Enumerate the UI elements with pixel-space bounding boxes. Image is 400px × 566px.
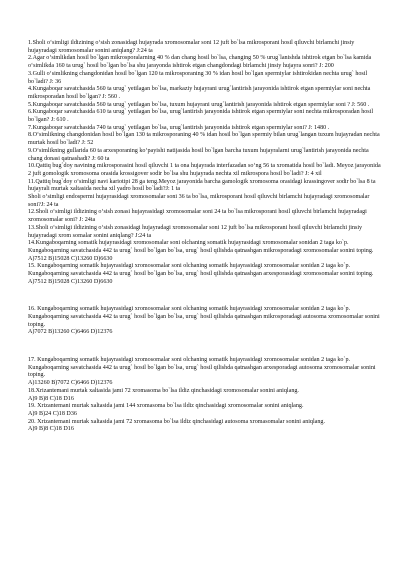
question-paragraph: A)7512 B)15028 C)13260 D)6630 [28,278,113,285]
question-paragraph: A)7072 B)13260 C)6466 D)12376 [28,329,113,336]
blank-line [28,293,383,301]
question-paragraph: 14.Kungaboqarning somatik hujayrasidagi xromosomalar soni olchaning somatik hujayrasidagi xromosomalar sonidan 2 taga ko`p. Kungaboqarning savatchasida 442 ta urug` hosil bo`lgan bo`lsa, urug` hosil qilishda qatnashgan mikrosporadagi xromosomalar sonini toping. [28,240,374,254]
question-paragraph: 19. Xrizantemani murtak xaltasida jami 144 xromasoma bo`lsa ildiz qinchasidagi xromosomalar sonini aniqlang. [28,403,304,410]
question-paragraph: 15. Kungaboqarning somatik hujayrasidagi xromosomalar soni olchaning somatik hujayrasidagi xromosomalar sonidan 2 taga ko`p. Kungaboqarning savatchasida 442 ta urug` hosil bo`lgan bo`lsa, urug` hosil qilishda qatnashgan arxesporasidagi xromosomalar sonini toping. [28,263,374,278]
question-paragraph: 20. Xrizantemani murtak xaltasida jami 72 xromasoma bo`lsa ildiz qinchasidagi autosoma xromasomalar sonini aniqlang. [28,418,325,425]
question-paragraph: A)9 B)8 C)18 D16 [28,395,74,402]
question-paragraph: 2.Agar o‘simlikdan hosil bo`lgan mikrosporalarning 40 % dan chang hosil bo`lsa, changing 50 % urug`lanishda ishtirok etgan bo`lsa kamida o‘simlikda 160 ta urug` hosil bo`lgan bo`lsa shu jarayonda ishtirok etgan changdondagi birlamchi jinsiy hujayra sonri? J: 200 [28,55,372,70]
question-paragraph: 3.Gulli o‘simlikning changdonidan hosil bo`lgan 120 ta mikrosporaning 30 % idan hosil bo`lgan spermiylar ishtirokidan nechta urug` hosil bo`ladi? J: 36 [28,70,368,85]
blank-line [28,343,383,351]
question-paragraph: A)9 B)8 C)18 D16 [28,426,74,433]
question-paragraph: 16. Kungaboqarning somatik hujayrasidagi xromosomalar soni olchaning somatik hujayrasidagi xromosomalar sonidan 2 taga ko`p. Kungaboqarning savatchasida 442 ta urug` hosil bo`lgan bo`lsa, urug` hosil qilishda qatnashgan mikrosporadagi autosoma xromosomalar sonini toping. [28,306,380,328]
question-paragraph: A)7512 B)15028 C)13260 D)6630 [28,255,113,262]
question-paragraph: 17. Kungaboqarning somatik hujayrasidagi xromosomalar soni olchaning somatik hujayrasidagi xromosomalar sonidan 2 taga ko`p. Kungaboqarning savatchasida 442 ta urug` hosil bo`lgan bo`lsa, urug` hosil qilishda qatnashgan arxesporadagi autosoma xromosomalar sonini toping. [28,357,376,379]
question-paragraph: 4.Kungaboqar savatchasida 560 ta urug` yetilagan bo`lsa, markaziy hujayrani urug`lantirish jarayonida ishtirok etgan spermiylar soni nechta mikrosporadan hosil bo`lgan? J: 560 . [28,86,371,100]
question-paragraph: 11.Qattiq bug`doy o‘simligi navi kariotipi 28 ga teng.Meyoz jarayonida barcha gamologik xromosoma orasidagi krassingover sodir bo`lsa 8 ta hujayrali murtak xaltasida necha xil yadro hosil bo`ladi?J: 1 ta [28,178,376,193]
question-paragraph: 5.Kungaboqar savatchasida 560 ta urug` yetilagan bo`lsa, tuxum hujayrani urug`lantirish jarayonida ishtirok etgan spermiylar soni ? J: 560 . [28,101,370,108]
question-paragraph: 8.O‘simlikning changdonidan hosil bo`lgan 130 ta mikrosporaning 40 % idan hosil bo`lgan spermiy bilan urug`langan tuxum hujayradan nechta murtak hosil bo`ladi? J: 52 [28,132,380,147]
question-paragraph: 7.Kungaboqar savatchasida 740 ta urug` yetilagan bo`lsa, urug`lantirish jarayonida ishtirok etgan spermiylar soni? J: 1480 . [28,124,330,131]
question-paragraph: A)13260 B)7072 C)6466 D)12376 [28,380,113,387]
question-paragraph: 10.Qattiq bug`doy navining mikrosporasini hosil qiluvchi 1 ta ona hujayrada interfazadan so‘ng 56 ta xromatida hosil bo`ladi. Meyoz jarayonida 2 juft gomologik xromosoma orasida krossigover sodir bo`lsa shu hujayrada nechta xil mikrospora hosil bo`ladi? J: 4 xil [28,163,381,177]
question-paragraph: 12.Sholi o‘simligi ildizining o‘sish zonasi hujayrasidagi xromosomalar soni 24 ta bo`lsa mikrosporani hosil qiluvchi birlamchi hujayradagi xromosomalar soni? J: 24ta [28,209,367,224]
question-paragraph: 18.Xrizantemani murtak xaltasida jami 72 xromasoma bo`lsa ildiz qinchasidagi xromosomalar sonini aniqlang. [28,387,299,394]
document-body [28,40,383,434]
question-paragraph: Sholi o‘simligi endospermi hujayrasidagi xromosomalar soni 36 ta bo`lsa, mikrosporani hosil qiluvchi birlamchi hujayradagi xromosomalar soni?J: 24 ta [28,194,370,208]
question-paragraph: 6.Kungaboqar savatchasida 610 ta urug` yetilagan bo`lsa, urug`lantirish jarayonida ishtirok etgan spermiylar soni nechta mikrosporadan hosil bo`lgan? J: 610 . [28,109,374,124]
question-paragraph: 13.Sholi o‘simligi ildizining o‘sish zonasidagi hujayradagi xromosomalar soni 12 juft bo`lsa mikrosporani hosil qiluvchi birlamchi jinsiy hujayradagi xrom somalar sonini aniqlang? J:24 ta [28,224,363,239]
question-paragraph: A)9 B)24 C)18 D36 [28,410,77,417]
question-paragraph: 9.O‘simlikning gullarida 60 ta arxesporaning ko‘payishi natijasida hosil bo`lgan barcha tuxum hujayralarni urug`lantirish jarayonida nechta chang donasi qatnashadi? J: 60 ta [28,147,369,162]
question-paragraph: 1.Sholi o‘simligi ildizining o‘sish zonasidagi hujayrada xromosomalar soni 12 juft bo`lsa mikrosporani hosil qiluvchi birlamchi jinsiy hujayradagi xromosomalar sonini aniqlang? J:24 ta [28,40,355,54]
